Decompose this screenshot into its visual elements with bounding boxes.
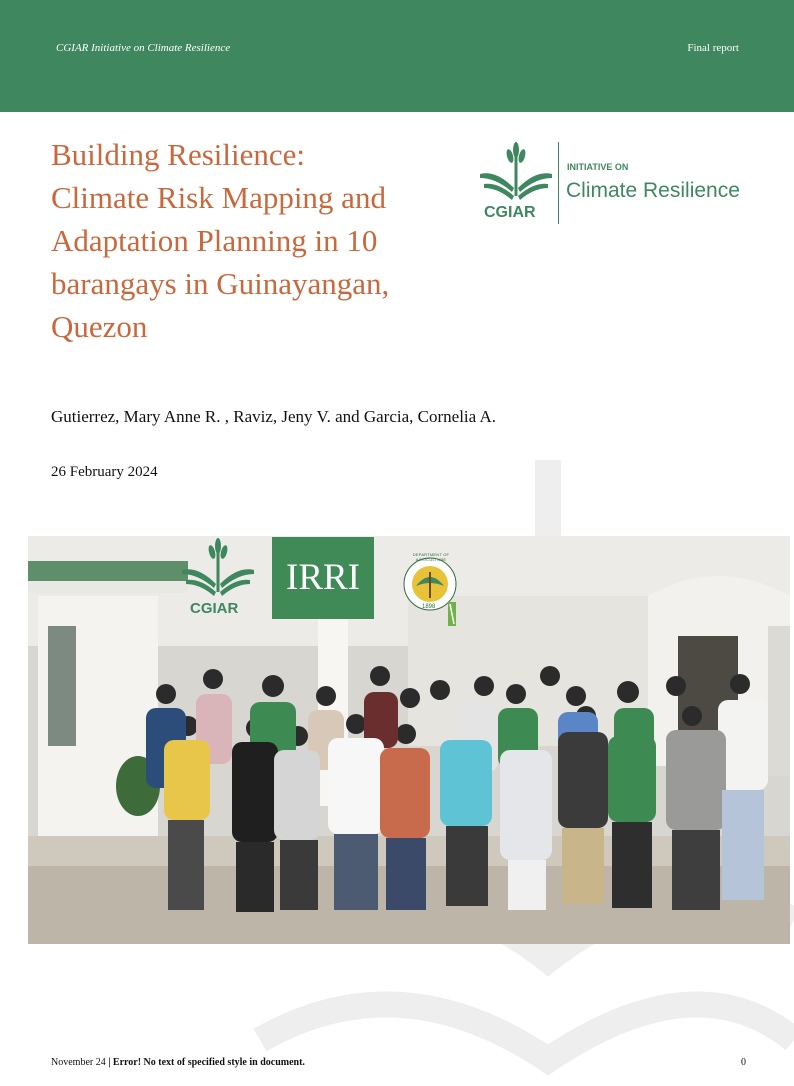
- department-of-agriculture-logo: [396, 550, 476, 630]
- header-initiative-name: CGIAR Initiative on Climate Resilience: [56, 42, 231, 54]
- title-line: Adaptation Planning in 10: [51, 223, 378, 258]
- header-band: [0, 0, 794, 112]
- footer-month: November 24: [51, 1057, 106, 1068]
- title-line: Building Resilience:: [51, 137, 305, 172]
- initiative-name: Climate Resilience: [566, 179, 740, 202]
- initiative-label: INITIATIVE ON: [567, 162, 629, 172]
- footer-error-text: Error! No text of specified style in document.: [112, 1057, 305, 1068]
- authors: Gutierrez, Mary Anne R. , Raviz, Jeny V. and Garcia, Cornelia A.: [51, 407, 497, 426]
- title-line: barangays in Guinayangan,: [51, 266, 390, 301]
- da-year: 1898: [422, 604, 436, 610]
- footer-separator: |: [108, 1057, 111, 1068]
- title-line: Climate Risk Mapping and: [51, 180, 386, 215]
- logo-divider: [558, 142, 559, 224]
- header-report-type: Final report: [687, 42, 739, 54]
- page-number: 0: [741, 1057, 746, 1068]
- cgiar-wheat-icon: [476, 140, 556, 206]
- page-footer: [51, 1057, 305, 1068]
- irri-logo: IRRI: [272, 537, 374, 619]
- da-seal-icon: [396, 550, 476, 630]
- da-ring-text: DEPARTMENT OF AGRICULTURE: [412, 552, 450, 562]
- report-date: 26 February 2024: [51, 464, 158, 480]
- photo-cgiar-logo: [178, 536, 258, 622]
- report-title: [51, 133, 471, 348]
- title-line: Quezon: [51, 309, 148, 344]
- photo-cgiar-wordmark: CGIAR: [190, 600, 239, 617]
- cgiar-wheat-icon: [178, 536, 258, 602]
- cgiar-wordmark: CGIAR: [484, 204, 536, 221]
- cgiar-climate-resilience-logo: [476, 140, 766, 230]
